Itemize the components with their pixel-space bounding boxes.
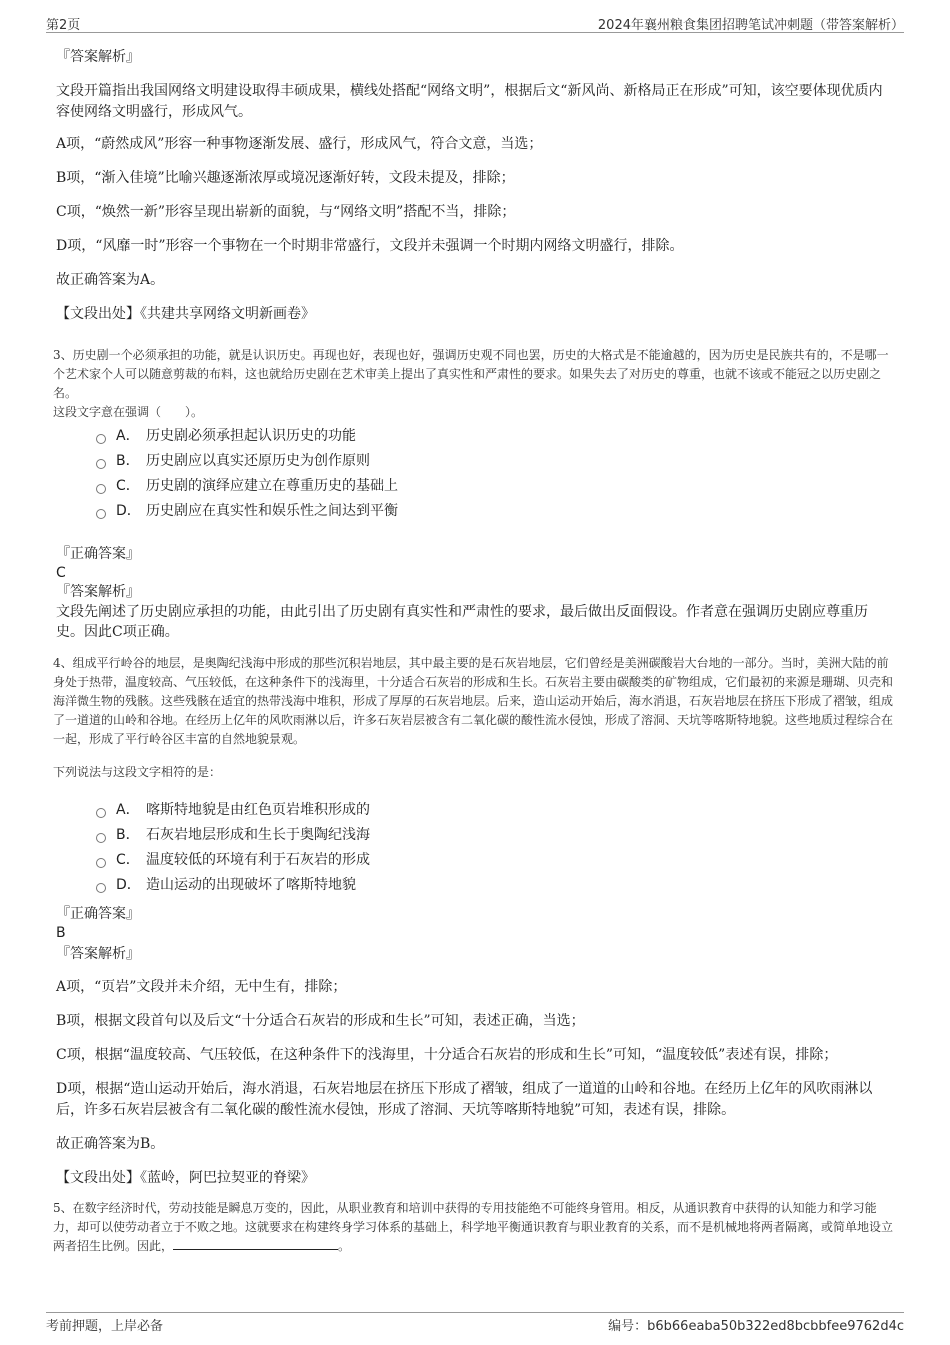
q2-analysis-option-b: B项，“渐入佳境”比喻兴趣逐渐浓厚或境况逐渐好转，文段未提及，排除； bbox=[56, 170, 515, 186]
q4-analysis-option-a: A项，“页岩”文段并未介绍，无中生有，排除； bbox=[56, 979, 347, 995]
q3-option-a[interactable]: A． 历史剧必须承担起认识历史的功能 bbox=[96, 424, 894, 449]
q4-source: 【文段出处】《蓝岭，阿巴拉契亚的脊梁》 bbox=[56, 1170, 315, 1186]
q3-options bbox=[56, 424, 894, 524]
q4-conclusion: 故正确答案为B。 bbox=[56, 1136, 165, 1152]
q4-question: 下列说法与这段文字相符的是： bbox=[53, 765, 222, 779]
q2-source: 【文段出处】《共建共享网络文明新画卷》 bbox=[56, 306, 315, 322]
radio-icon[interactable] bbox=[96, 808, 106, 818]
q4-option-b[interactable]: B． 石灰岩地层形成和生长于奥陶纪浅海 bbox=[96, 823, 894, 848]
q4-answer: B bbox=[56, 925, 66, 941]
q3-option-b[interactable]: B． 历史剧应以真实还原历史为创作原则 bbox=[96, 449, 894, 474]
q2-analysis-option-d: D项，“风靡一时”形容一个事物在一个时期非常盛行，文段并未强调一个时期内网络文明盛行，排除。 bbox=[56, 238, 684, 254]
radio-icon[interactable] bbox=[96, 833, 106, 843]
q4-option-c[interactable]: C． 温度较低的环境有利于石灰岩的形成 bbox=[96, 848, 894, 873]
q3-question: 这段文字意在强调（ ）。 bbox=[53, 405, 204, 419]
q4-stem: 4、组成平行岭谷的地层，是奥陶纪浅海中形成的那些沉积岩地层，其中最主要的是石灰岩地层，它们曾经是美洲碳酸岩大台地的一部分。当时，美洲大陆的前身处于热带，温度较高、气压较低，在这种条件下的浅海里，十分适合石灰岩的形成和生长。石灰岩主要由碳酸类的矿物组成，它们最初的来源是珊瑚、贝壳和海洋微生物的残骸。这些残骸在适宜的热带浅海中堆积，形成了厚厚的石灰岩地层。后来，造山运动开始后，海水消退，石灰岩地层在挤压下形成了褶皱，组成了一道道的山岭和谷地。在经历上亿年的风吹雨淋以后，许多石灰岩层被含有二氧化碳的酸性流水侵蚀，形成了溶洞、天坑等喀斯特地貌。这些地质过程综合在一起，形成了平行岭谷区丰富的自然地貌景观。 bbox=[53, 656, 894, 746]
q4-answer-label: 『正确答案』 bbox=[56, 906, 140, 922]
radio-icon[interactable] bbox=[96, 434, 106, 444]
q2-conclusion: 故正确答案为A。 bbox=[56, 272, 165, 288]
footer-slogan: 考前押题，上岸必备 bbox=[46, 1319, 164, 1334]
page-number: 第2页 bbox=[46, 18, 81, 33]
q3-analysis-label: 『答案解析』 bbox=[56, 584, 140, 600]
q3-stem: 3、历史剧一个必须承担的功能，就是认识历史。再现也好，表现也好，强调历史观不同也罢，历史的大格式是不能逾越的，因为历史是民族共有的，不是哪一个艺术家个人可以随意剪裁的布料，这也就给历史剧在艺术审美上提出了真实性和严肃性的要求。如果失去了对历史的尊重，也就不该或不能冠之以历史剧之名。 bbox=[53, 348, 889, 400]
page-header bbox=[46, 12, 904, 33]
q2-analysis-option-a: A项，“蔚然成风”形容一种事物逐渐发展、盛行，形成风气，符合文意，当选； bbox=[56, 136, 543, 152]
q4-options bbox=[56, 798, 894, 898]
radio-icon[interactable] bbox=[96, 484, 106, 494]
page-footer bbox=[46, 1312, 904, 1333]
q3-option-c[interactable]: C． 历史剧的演绎应建立在尊重历史的基础上 bbox=[96, 474, 894, 499]
q4-analysis-option-b: B项，根据文段首句以及后文“十分适合石灰岩的形成和生长”可知，表述正确，当选； bbox=[56, 1013, 585, 1029]
document-code: 编号：b6b66eaba50b322ed8bcbbfee9762d4c bbox=[608, 1319, 904, 1334]
q2-analysis-option-c: C项，“焕然一新”形容呈现出崭新的面貌，与“网络文明”搭配不当，排除； bbox=[56, 204, 516, 220]
q4-option-d[interactable]: D． 造山运动的出现破坏了喀斯特地貌 bbox=[96, 873, 894, 898]
radio-icon[interactable] bbox=[96, 858, 106, 868]
q5-stem: 5、在数字经济时代，劳动技能是瞬息万变的，因此，从职业教育和培训中获得的专用技能绝不可能终身管用。相反，从通识教育中获得的认知能力和学习能力，却可以使劳动者立于不败之地。这就要求在构建终身学习体系的基础上，科学地平衡通识教育与职业教育的关系，而不是机械地将两者隔离，或简单地设立两者招生比例。因此， 。 bbox=[53, 1201, 894, 1253]
q4-analysis-option-d: D项，根据“造山运动开始后，海水消退，石灰岩地层在挤压下形成了褶皱，组成了一道道的山岭和谷地。在经历上亿年的风吹雨淋以后，许多石灰岩层被含有二氧化碳的酸性流水侵蚀，形成了溶洞、天坑等喀斯特地貌”可知，表述有误，排除。 bbox=[56, 1081, 873, 1118]
document-body bbox=[53, 44, 894, 1256]
q4-analysis-label: 『答案解析』 bbox=[56, 946, 140, 962]
radio-icon[interactable] bbox=[96, 459, 106, 469]
q3-analysis: 文段先阐述了历史剧应承担的功能，由此引出了历史剧有真实性和严肃性的要求，最后做出反面假设。作者意在强调历史剧应尊重历史。因此C项正确。 bbox=[56, 604, 868, 640]
q3-answer: C bbox=[56, 565, 66, 581]
document-title: 2024年襄州粮食集团招聘笔试冲刺题（带答案解析） bbox=[597, 18, 904, 33]
answer-blank[interactable] bbox=[173, 1237, 338, 1250]
q2-analysis-label: 『答案解析』 bbox=[56, 49, 140, 65]
q2-analysis-intro: 文段开篇指出我国网络文明建设取得丰硕成果，横线处搭配“网络文明”，根据后文“新风尚、新格局正在形成”可知，该空要体现优质内容使网络文明盛行，形成风气。 bbox=[56, 83, 883, 120]
radio-icon[interactable] bbox=[96, 883, 106, 893]
q3-option-d[interactable]: D． 历史剧应在真实性和娱乐性之间达到平衡 bbox=[96, 499, 894, 524]
q3-answer-label: 『正确答案』 bbox=[56, 546, 140, 562]
radio-icon[interactable] bbox=[96, 509, 106, 519]
q4-option-a[interactable]: A． 喀斯特地貌是由红色页岩堆积形成的 bbox=[96, 798, 894, 823]
q4-analysis-option-c: C项，根据“温度较高、气压较低，在这种条件下的浅海里，十分适合石灰岩的形成和生长”可知，“温度较低”表述有误，排除； bbox=[56, 1047, 838, 1063]
